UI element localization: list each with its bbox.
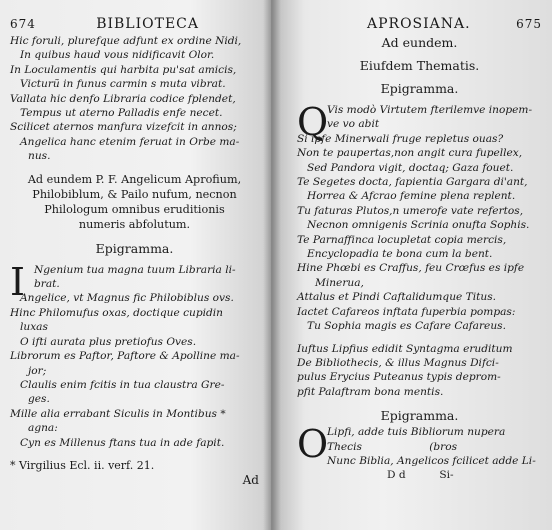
verse-line: Ngenium tua magna tuum Libraria li- (34, 263, 236, 276)
prose-line: pfit Palaftram bona mentis. (297, 385, 444, 398)
verse-line: Lipfi, adde tuis Bibliorum nupera (327, 426, 506, 439)
left-page-number: 674 (10, 17, 36, 31)
verse-line: Nunc Biblia, Angelicos fcilicet adde Li- (327, 454, 536, 467)
verse-line: Hine Phœbi es Craffus, feu Crœfus es ipfe (297, 262, 525, 275)
left-footnote: * Virgilius Ecl. ii. verf. 21. (10, 458, 155, 472)
left-poem-1 (10, 34, 259, 164)
right-running-head (297, 16, 542, 32)
verse-line: Thecis (bros (327, 440, 458, 453)
verse-line: ve vo abit (327, 118, 380, 131)
drop-cap: I (10, 259, 26, 304)
verse-line: Non te paupertas,non angit cura fupellex, (297, 147, 523, 160)
verse-line: Scilicet aternos manfura vizefcit in annos; (10, 121, 237, 134)
verse-line: Claulis enim fcitis in tua claustra Gre- (20, 378, 225, 391)
prose-line: Iuftus Lipfius edidit Syntagma eruditum (297, 342, 513, 355)
verse-line: luxas (20, 321, 48, 334)
verse-line: Angelica hanc etenim feruat in Orbe ma- (20, 135, 240, 148)
verse-line: Iactet Cafareos inftata fuperbia pompas: (297, 305, 516, 318)
verse-line: Minerua, (315, 276, 364, 289)
verse-line: Cyn es Millenus ftans tua in ade fapit. (20, 436, 225, 449)
verse-line: Te Parnaffinca locupletat copia mercis, (297, 233, 507, 246)
prose-line: pulus Erycius Puteanus typis deprom- (297, 371, 501, 384)
verse-line: ges. (28, 393, 50, 406)
book-gutter (263, 0, 281, 530)
right-running-title: APROSIANA. (367, 16, 471, 32)
left-poem-2 (10, 259, 259, 450)
verse-line: Si ipfe Minerwali fruge repletus ouas? (297, 132, 504, 145)
verse-line: Vallata hic denfo Libraria codice fplendet, (10, 92, 236, 105)
verse-line: Necnon omnigenis Scrinia onufta Sophis. (307, 219, 530, 232)
verse-line: Te Segetes docta, fapientia Gargara di'ant, (297, 176, 528, 189)
dedication-line: numeris abfolutum. (78, 217, 191, 231)
right-prose (297, 342, 542, 400)
left-page (0, 0, 271, 530)
drop-cap: O (297, 422, 329, 467)
left-running-title: BIBLIOTECA (96, 16, 199, 32)
verse-line: agna: (28, 422, 58, 435)
right-heading-2: Eiufdem Thematis. (359, 58, 480, 73)
right-epigram-heading: Epigramma. (380, 81, 459, 96)
verse-line: Tu faturas Plutos,n umerofe vate refertos, (297, 204, 524, 217)
right-poem-1 (297, 100, 542, 334)
right-poem-2 (297, 422, 542, 483)
verse-line: brat. (34, 278, 60, 291)
dedication-line: Ad eundem P. F. Angelicum Aprofium, (27, 172, 242, 186)
verse-line: Victurũ in funus carmin s muta vibrat. (20, 78, 226, 91)
verse-line: Encyclopadia te bona cum la bent. (307, 248, 493, 261)
verse-line: Hic foruli, plurefque adfunt ex ordine Nidi, (10, 35, 242, 47)
right-page-number: 675 (516, 17, 542, 31)
verse-line: In Loculamentis qui harbita pu'sat amicis, (10, 63, 237, 76)
dedication-line: Philologum omnibus eruditionis (44, 202, 225, 216)
verse-line: nus. (28, 150, 51, 163)
dedication-line: Philobiblum, & Pailo nufum, necnon (32, 187, 237, 201)
right-heading-1: Ad eundem. (381, 35, 458, 50)
verse-line: Angelice, vt Magnus fic Philobiblus ovs. (20, 292, 234, 305)
verse-line: Sed Pandora vigit, doctaq; Gaza fouet. (307, 161, 514, 174)
verse-line: Tu Sophia magis es Cafare Cafareus. (307, 320, 506, 333)
verse-line: Librorum es Paftor, Paftore & Apolline ma- (10, 350, 240, 363)
left-dedication (10, 172, 259, 232)
verse-line: O ifti aurata plus pretiofus Oves. (20, 335, 197, 348)
drop-cap: Q (297, 100, 329, 144)
verse-line: Attalus et Pindi Caftalidumque Titus. (297, 291, 496, 304)
verse-line: In quibus haud vous nidificavit Olor. (20, 49, 215, 62)
right-epigram-2-heading: Epigramma. (380, 408, 459, 424)
prose-line: De Bibliothecis, & illus Magnus Difci- (297, 356, 499, 369)
verse-line: Vis modò Virtutem fterilemve inopem- (327, 104, 533, 116)
left-catchword: Ad (242, 472, 259, 487)
verse-line: Mille alia errabant Siculis in Montibus * (10, 407, 226, 420)
verse-line: Tempus ut aterno Palladis enfe necet. (20, 107, 223, 120)
verse-line: Horrea & Afcrao femine plena replent. (307, 190, 516, 203)
left-epigram-heading: Epigramma. (95, 240, 174, 256)
verse-line: jor; (28, 364, 47, 377)
signature-line: D d Si- (387, 469, 454, 482)
right-page (271, 0, 552, 530)
left-running-head (10, 16, 259, 32)
verse-line: Hinc Philomufus oxas, doctique cupidin (10, 306, 224, 319)
